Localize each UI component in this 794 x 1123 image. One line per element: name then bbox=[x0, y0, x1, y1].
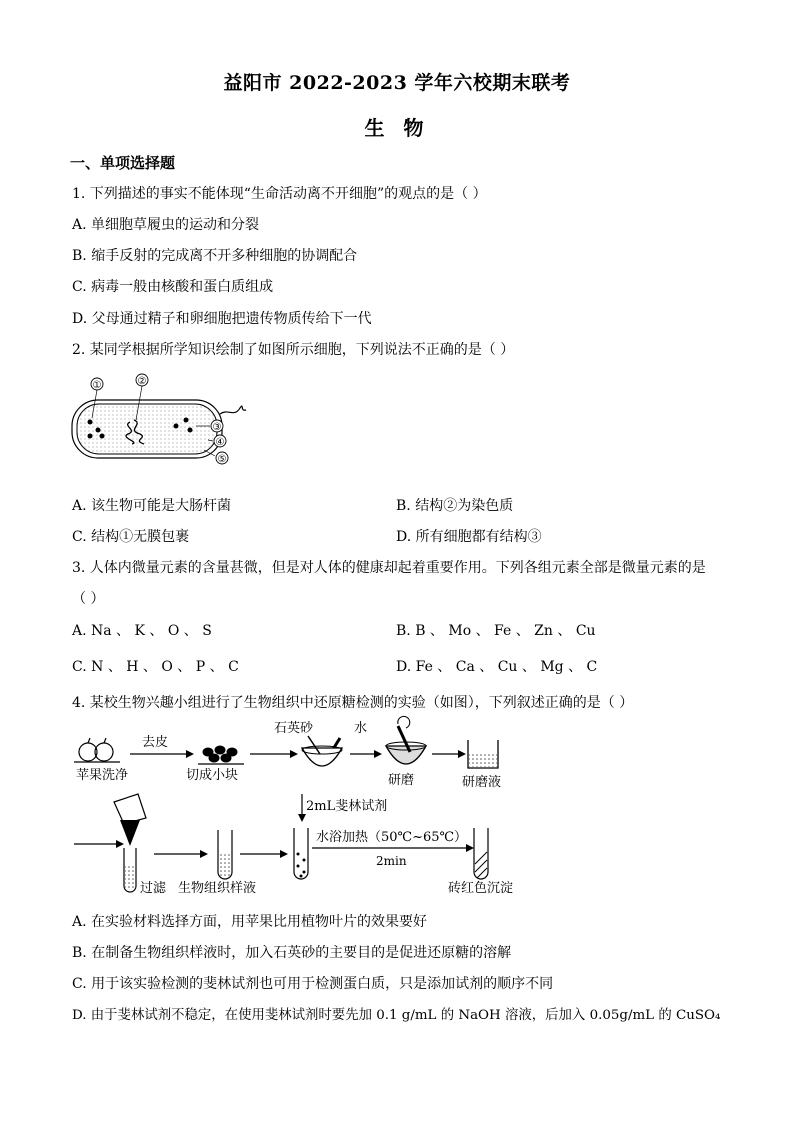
q3-option-b: B. B 、 Mo 、 Fe 、 Zn 、 Cu bbox=[396, 623, 596, 639]
fehling-label: 2mL斐林试剂 bbox=[306, 799, 388, 814]
grind-liquid-label: 研磨液 bbox=[462, 775, 502, 790]
section-heading: 一、单项选择题 bbox=[70, 154, 176, 172]
filter-label: 过滤 bbox=[140, 881, 167, 896]
q2-option-d: D. 所有细胞都有结构③ bbox=[396, 529, 542, 545]
q1-option-c: C. 病毒一般由核酸和蛋白质组成 bbox=[72, 279, 274, 295]
q3-stem: 3. 人体内微量元素的含量甚微，但是对人体的健康却起着重要作用。下列各组元素全部是微量元素的是 bbox=[72, 560, 706, 576]
apple-pieces-icon bbox=[198, 746, 244, 764]
q3-option-c: C. N 、 H 、 O 、 P 、 C bbox=[72, 659, 239, 675]
q1-option-a: A. 单细胞草履虫的运动和分裂 bbox=[72, 217, 260, 233]
q3-stem-cont: （ ） bbox=[72, 591, 105, 607]
q1-option-d: D. 父母通过精子和卵细胞把遗传物质传给下一代 bbox=[72, 311, 372, 327]
label-3: ③ bbox=[212, 422, 222, 433]
q2-option-c: C. 结构①无膜包裹 bbox=[72, 529, 190, 545]
q3-option-d: D. Fe 、 Ca 、 Cu 、 Mg 、 C bbox=[396, 659, 598, 675]
label-1: ① bbox=[92, 380, 102, 391]
peel-label: 去皮 bbox=[142, 735, 169, 750]
q4-option-c: C. 用于该实验检测的斐林试剂也可用于检测蛋白质，只是添加试剂的顺序不同 bbox=[72, 976, 554, 992]
label-5: ⑤ bbox=[217, 454, 227, 465]
q2-option-a: A. 该生物可能是大肠杆菌 bbox=[72, 498, 232, 514]
q4-stem: 4. 某校生物兴趣小组进行了生物组织中还原糖检测的实验（如图），下列叙述正确的是（ ） bbox=[72, 695, 634, 711]
label-4: ④ bbox=[215, 437, 225, 448]
sample-label: 生物组织样液 bbox=[178, 881, 257, 896]
q1-stem: 1. 下列描述的事实不能体现“生命活动离不开细胞”的观点的是（ ） bbox=[72, 186, 487, 202]
subject-title: 生 物 bbox=[364, 116, 430, 140]
bath-label: 水浴加热（50℃~65℃） bbox=[316, 830, 468, 845]
q1-option-b: B. 缩手反射的完成离不开多种细胞的协调配合 bbox=[72, 248, 358, 264]
reaction-tube-icon bbox=[294, 828, 308, 879]
water-label: 水 bbox=[354, 721, 368, 736]
reducing-sugar-experiment-figure bbox=[68, 714, 548, 904]
time-label: 2min bbox=[376, 854, 407, 868]
label-2: ② bbox=[137, 376, 147, 387]
q4-option-d: D. 由于斐林试剂不稳定，在使用斐林试剂时要先加 0.1 g/mL 的 NaOH 溶液，后加入 0.05g/mL 的 CuSO₄ bbox=[72, 1008, 721, 1023]
q3-option-a: A. Na 、 K 、 O 、 S bbox=[72, 623, 212, 639]
q4-option-b: B. 在制备生物组织样液时，加入石英砂的主要目的是促进还原糖的溶解 bbox=[72, 945, 512, 961]
apples-icon bbox=[74, 738, 120, 762]
bacterium-cell-figure bbox=[68, 370, 248, 470]
flagellum bbox=[220, 406, 246, 414]
mortar-icon bbox=[302, 748, 342, 766]
q2-stem: 2. 某同学根据所学知识绘制了如图所示细胞，下列说法不正确的是（ ） bbox=[72, 342, 515, 358]
cut-label: 切成小块 bbox=[186, 768, 239, 783]
grind-label: 研磨 bbox=[388, 773, 415, 788]
precipitate-label: 砖红色沉淀 bbox=[448, 881, 514, 896]
sand-label: 石英砂 bbox=[274, 721, 314, 736]
q2-option-b: B. 结构②为染色质 bbox=[396, 498, 514, 514]
wash-label: 苹果洗净 bbox=[76, 768, 129, 783]
page-title: 益阳市 2022-2023 学年六校期末联考 bbox=[223, 72, 571, 94]
q4-option-a: A. 在实验材料选择方面，用苹果比用植物叶片的效果要好 bbox=[72, 914, 428, 930]
